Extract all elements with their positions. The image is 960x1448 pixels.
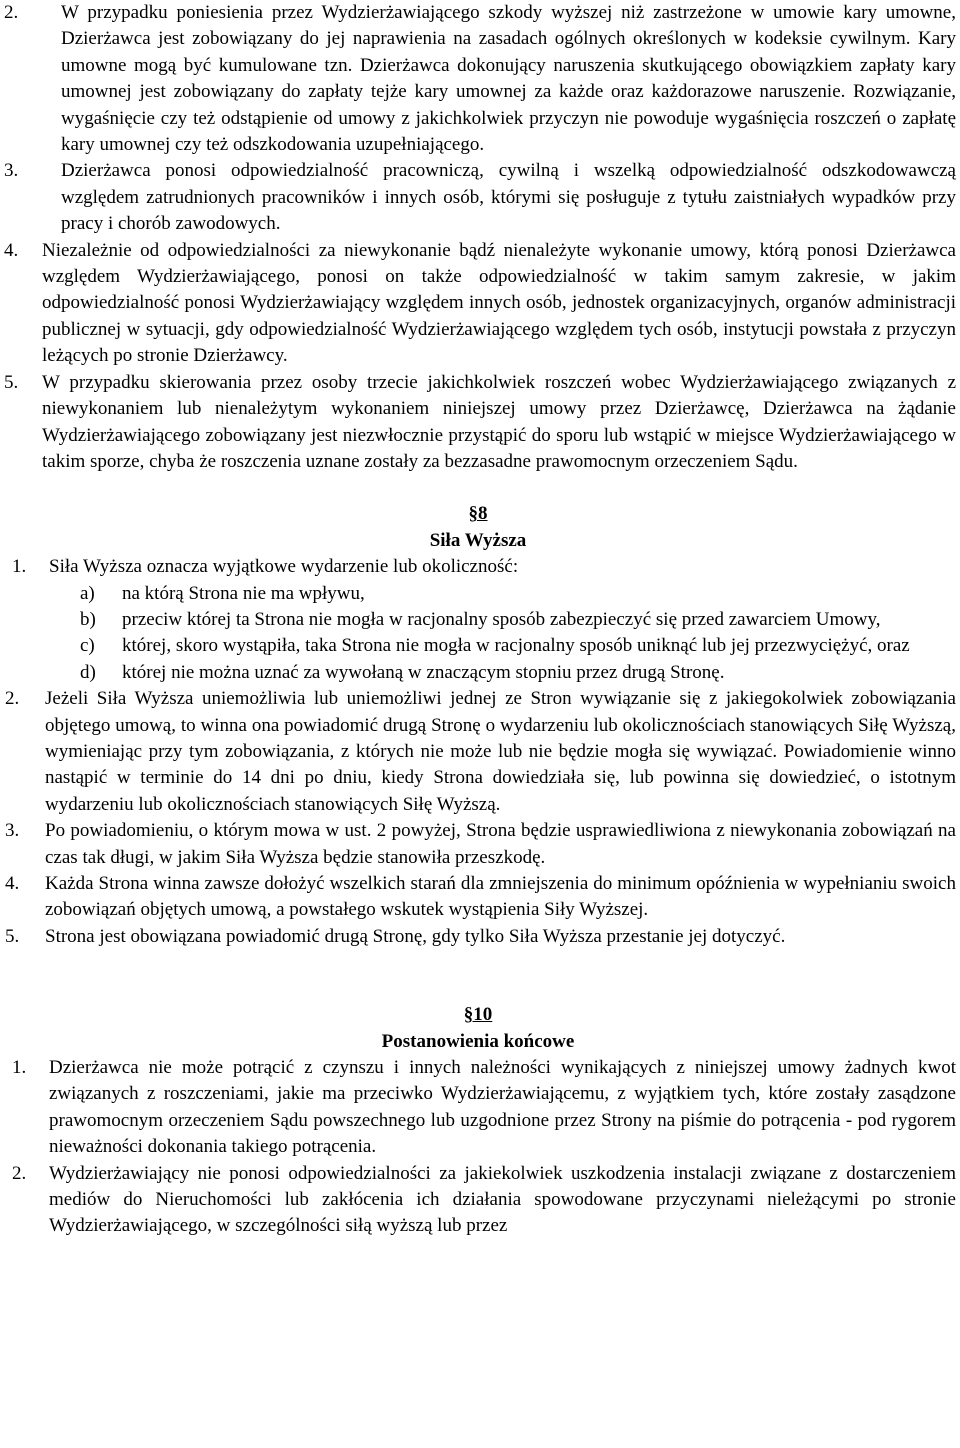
section-title: Postanowienia końcowe: [381, 1030, 575, 1052]
sub-item-letter: b): [80, 608, 96, 630]
sub-item-letter: a): [80, 582, 95, 604]
section-7-continued: [0, 0, 956, 475]
clause-number: 4.: [4, 239, 19, 261]
clause-item: [0, 871, 956, 924]
clause-number: 5.: [4, 371, 19, 393]
clause-text: Jeżeli Siła Wyższa uniemożliwia lub uniemożliwi jednej ze Stron wywiązanie się z jakiegokolwiek zobowiązania objętego umową, to winna ona powiadomić drugą Stronę o wydarzeniu lub okolicznościach stanowiących Siłę Wyższą, wymieniając przy tym zobowiązania, z których nie może lub nie będzie mogła się wywiązać. Powiadomienie winno nastąpić w terminie do 14 dni po dniu, kiedy Strona dowiedziała się, lub powinna się dowiedzieć, o istotnym wydarzeniu lub okolicznościach stanowiących Siłę Wyższą.: [45, 688, 956, 815]
sub-item-text: na którą Strona nie ma wpływu,: [122, 582, 365, 604]
clause-number: 2.: [5, 688, 20, 710]
section-sign: §10: [463, 1004, 493, 1026]
clause-text: Niezależnie od odpowiedzialności za niewykonanie bądź nienależyte wykonanie umowy, którą ponosi Dzierżawca względem Wydzierżawiającego, ponosi on także odpowiedzialność w takim samym zakresie, w jakim odpowiedzialność ponosi Wydzierżawiający względem innych osób, jednostek organizacyjnych, organów administracji publicznej w sytuacji, gdy odpowiedzialność Wydzierżawiającego względem tych osób, instytucji powstała z przyczyn leżących po stronie Dzierżawcy.: [42, 239, 956, 367]
sub-item-letter: d): [80, 661, 96, 683]
clause-text: Siła Wyższa oznacza wyjątkowe wydarzenie lub okoliczność:: [49, 556, 519, 578]
clause-number: 4.: [5, 873, 20, 894]
sub-item-text: przeciw której ta Strona nie mogła w racjonalny sposób zabezpieczyć się przed zawarciem Umowy,: [122, 608, 881, 630]
clause-number: 2.: [4, 2, 19, 23]
clause-item: [0, 0, 956, 158]
clause-item: [0, 554, 956, 580]
clause-text: Dzierżawca nie może potrącić z czynszu i innych należności wynikających z niniejszej umowy żadnych kwot związanych z roszczeniami, jakie ma przeciwko Wydzierżawiającemu, z wyjątkiem tych, które zostały zasądzone prawomocnym orzeczeniem Sądu powszechnego lub uzgodnione przez Strony na piśmie do potrącenia - pod rygorem nieważności dokonania takiego potrącenia.: [49, 1057, 956, 1158]
section-title: Siła Wyższa: [429, 529, 527, 551]
clause-text: Wydzierżawiający nie ponosi odpowiedzialności za jakiekolwiek uszkodzenia instalacji związane z dostarczeniem mediów do Nieruchomości lub zakłócenia ich działania spowodowane przyczynami nieleżącymi po stronie Wydzierżawiającego, w szczególności siłą wyższą lub przez: [49, 1162, 956, 1237]
sub-item-text: której nie można uznać za wywołaną w znaczącym stopniu przez drugą Stronę.: [122, 661, 725, 683]
clause-number: 3.: [5, 820, 20, 842]
clause-item: [0, 238, 956, 370]
clause-text: W przypadku poniesienia przez Wydzierżawiającego szkody wyższej niż zastrzeżone w umowie kary umowne, Dzierżawca jest zobowiązany do jej naprawienia na zasadach ogólnych określonych w kodeksie cywilnym. Kary umowne mogą być kumulowane tzn. Dzierżawca dokonujący naruszenia skutkującego obowiązkiem zapłaty kary umownej jest zobowiązany do zapłaty tejże kary umownej za każde oraz każdorazowe naruszenie. Rozwiązanie, wygaśnięcie czy też odstąpienie od umowy z jakichkolwiek przyczyn nie powoduje wygaśnięcia roszczeń o zapłatę kary umownej czy też odszkodowania uzupełniającego.: [61, 2, 956, 156]
sub-item: [0, 660, 956, 686]
clause-number: 2.: [12, 1162, 27, 1184]
sub-item: [0, 633, 956, 659]
sub-item: [0, 581, 956, 607]
clause-item: [0, 924, 956, 950]
section-sign: §8: [468, 503, 488, 525]
clause-text: W przypadku skierowania przez osoby trzecie jakichkolwiek roszczeń wobec Wydzierżawiającego związanych z niewykonaniem lub nienależytym wykonaniem niniejszej umowy przez Dzierżawcę, Dzierżawca na żądanie Wydzierżawiającego zobowiązany jest niezwłocznie przystąpić do sporu lub wstąpić w miejsce Wydzierżawiającego w takim sporze, chyba że roszczenia uznane zostały za bezzasadne prawomocnym orzeczeniem Sądu.: [42, 371, 956, 472]
sub-item-letter: c): [80, 635, 95, 657]
clause-number: 5.: [5, 925, 20, 947]
section-spacer: [0, 475, 956, 501]
clause-item: [0, 1161, 956, 1240]
clause-item: [0, 158, 956, 237]
section-10: [0, 1002, 956, 1240]
clause-item: [0, 686, 956, 818]
sub-item-text: której, skoro wystąpiła, taka Strona nie mogła w racjonalny sposób uniknąć lub jej przezwyciężyć, oraz: [122, 635, 910, 657]
clause-text: Strona jest obowiązana powiadomić drugą Stronę, gdy tylko Siła Wyższa przestanie jej dotyczyć.: [45, 925, 786, 947]
section-8: [0, 501, 956, 950]
clause-text: Po powiadomieniu, o którym mowa w ust. 2 powyżej, Strona będzie usprawiedliwiona z niewykonania zobowiązań na czas tak długi, w jakim Siła Wyższa będzie stanowiła przeszkodę.: [45, 820, 956, 868]
sub-item: [0, 607, 956, 633]
clause-text: Każda Strona winna zawsze dołożyć wszelkich starań dla zmniejszenia do minimum opóźnienia w wypełnianiu swoich zobowiązań objętych umową, a powstałego wskutek wystąpienia Siły Wyższej.: [45, 873, 956, 921]
section-spacer: [0, 950, 956, 1002]
clause-text: Dzierżawca ponosi odpowiedzialność pracowniczą, cywilną i wszelką odpowiedzialność odszkodowawczą względem zatrudnionych pracowników i innych osób, którymi się posługuje z tytułu zaistniałych wypadków przy pracy i chorób zawodowych.: [61, 160, 956, 235]
clause-item: [0, 1055, 956, 1161]
clause-item: [0, 370, 956, 476]
clause-number: 3.: [4, 160, 19, 182]
clause-number: 1.: [12, 1057, 27, 1079]
clause-item: [0, 818, 956, 871]
clause-number: 1.: [12, 556, 27, 578]
